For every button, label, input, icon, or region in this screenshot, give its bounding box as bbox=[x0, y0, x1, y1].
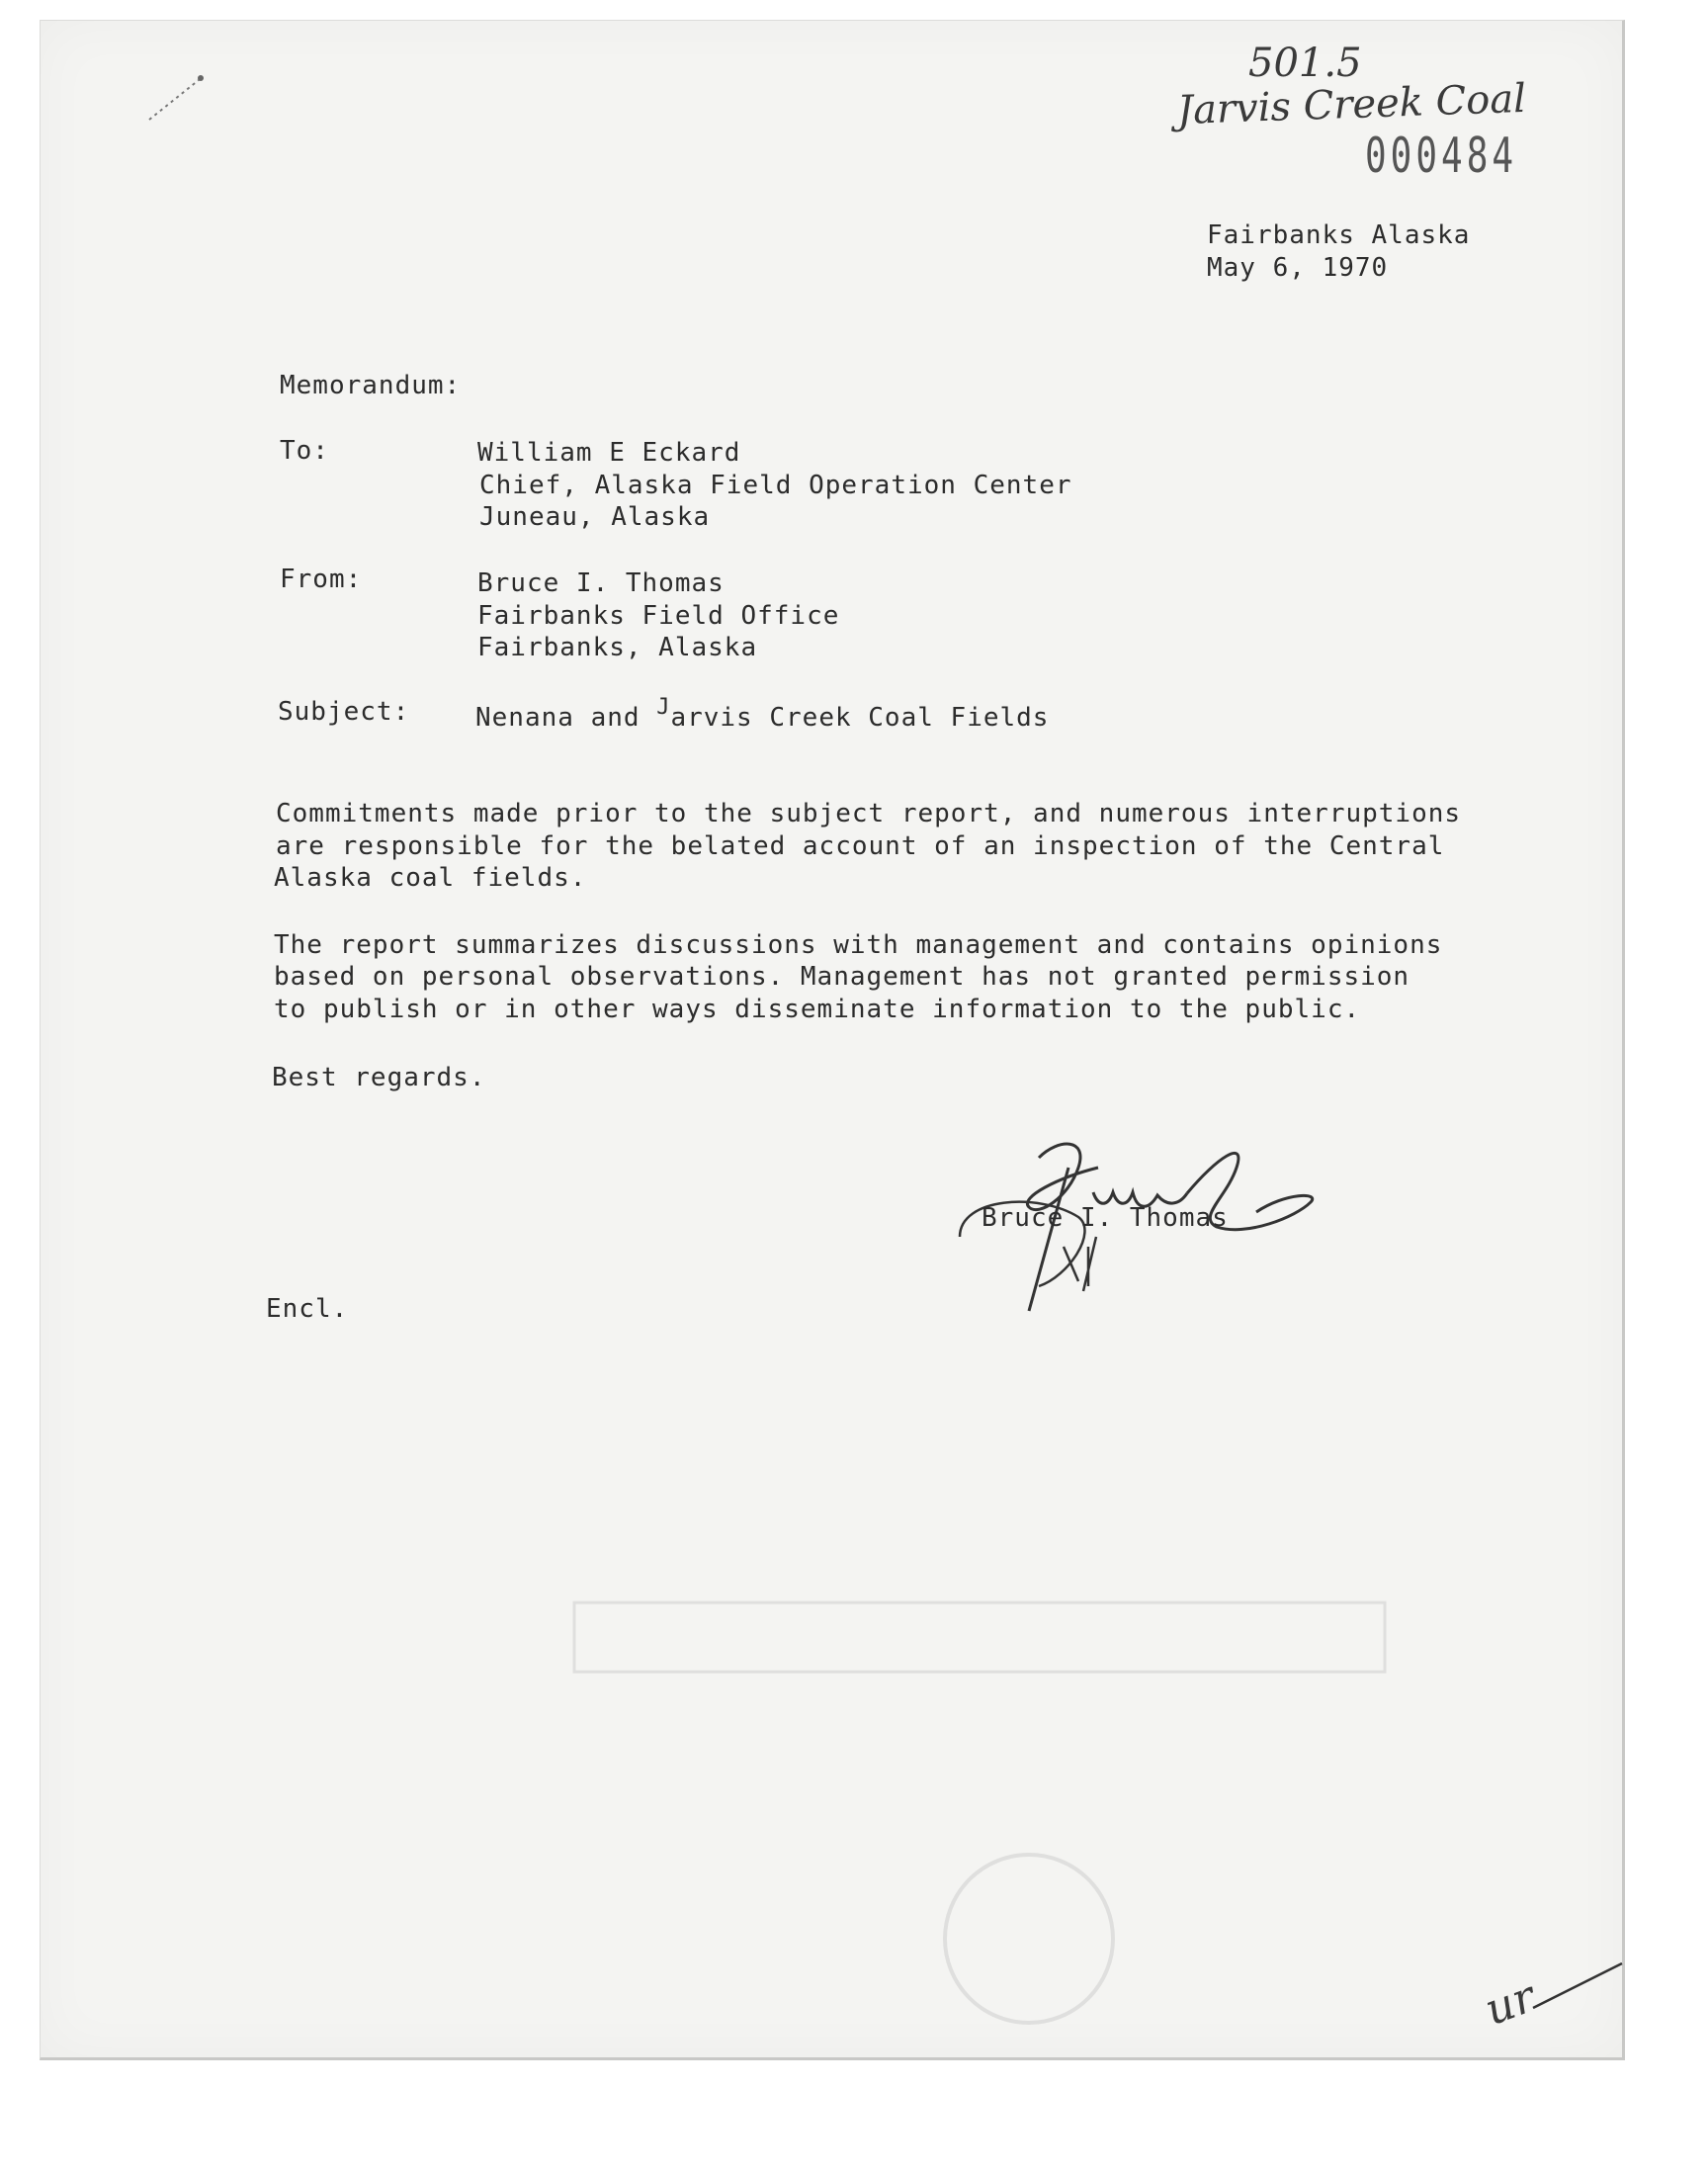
body-para1-line1: Commitments made prior to the subject report, and numerous interruptions bbox=[276, 799, 1462, 828]
letter-place: Fairbanks Alaska bbox=[1207, 220, 1471, 250]
subject-text-raised: J bbox=[656, 695, 671, 720]
to-line-title: Chief, Alaska Field Operation Center bbox=[479, 471, 1072, 500]
letter-date: May 6, 1970 bbox=[1207, 253, 1389, 283]
to-line-location: Juneau, Alaska bbox=[479, 502, 711, 532]
to-label: To: bbox=[280, 436, 329, 466]
typed-signatory-name: Bruce I. Thomas bbox=[982, 1203, 1229, 1233]
body-para1-line3: Alaska coal fields. bbox=[274, 863, 587, 893]
subject-text-post: arvis Creek Coal Fields bbox=[670, 703, 1050, 733]
handwritten-initials: ur bbox=[1478, 1971, 1542, 2036]
from-line-name: Bruce I. Thomas bbox=[477, 568, 725, 598]
closing: Best regards. bbox=[272, 1063, 486, 1092]
initials-stroke bbox=[1513, 1958, 1632, 2018]
from-line-office: Fairbanks Field Office bbox=[477, 601, 840, 631]
from-line-location: Fairbanks, Alaska bbox=[477, 633, 758, 662]
subject-text-pre: Nenana and bbox=[475, 703, 657, 733]
bleed-through-seal bbox=[41, 21, 1622, 2057]
subject-text bbox=[475, 695, 1050, 737]
handwritten-file-topic: Jarvis Creek Coal bbox=[1176, 75, 1527, 134]
corner-mark bbox=[129, 60, 248, 139]
subject-label: Subject: bbox=[278, 697, 410, 727]
enclosure-note: Encl. bbox=[266, 1294, 349, 1324]
body-para2-line3: to publish or in other ways disseminate information to the public. bbox=[274, 995, 1361, 1024]
memo-heading: Memorandum: bbox=[280, 371, 462, 400]
document-page bbox=[40, 20, 1625, 2060]
handwritten-file-number: 501.5 bbox=[1248, 41, 1362, 86]
to-line-name: William E Eckard bbox=[477, 438, 741, 468]
body-para2-line1: The report summarizes discussions with management and contains opinions bbox=[274, 930, 1443, 960]
from-label: From: bbox=[280, 565, 363, 594]
body-para2-line2: based on personal observations. Management has not granted permission bbox=[274, 962, 1410, 992]
body-para1-line2: are responsible for the belated account of an inspection of the Central bbox=[276, 831, 1445, 861]
document-stamp-number: 000484 bbox=[1365, 130, 1518, 185]
